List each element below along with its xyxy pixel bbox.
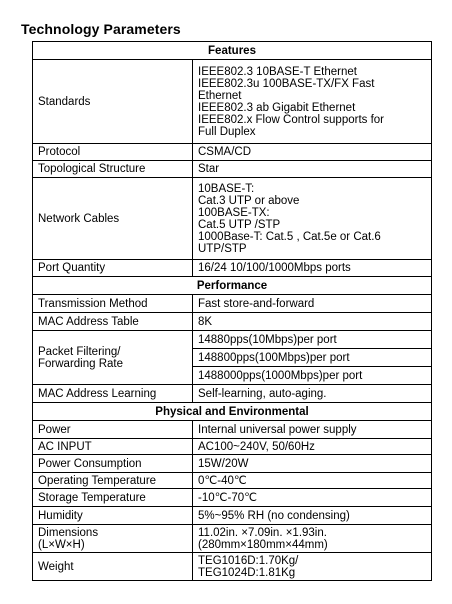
table-row-standards: [33, 60, 432, 144]
value-line: TEG1016D:1.70Kg/: [198, 554, 299, 567]
label-op-temp: Operating Temperature: [33, 473, 193, 489]
value-line: TEG1024D:1.81Kg: [198, 566, 296, 579]
value-line: Cat.3 UTP or above: [198, 194, 300, 207]
label-dimensions: [33, 525, 193, 553]
label-weight: Weight: [33, 553, 193, 581]
page-title: Technology Parameters: [21, 21, 181, 37]
value-weight: [193, 553, 432, 581]
value-ac-input: AC100~240V, 50/60Hz: [193, 439, 432, 455]
label-standards: Standards: [33, 60, 193, 144]
table-row-mac-learning: [33, 385, 432, 403]
label-line: (L×W×H): [38, 538, 85, 551]
value-mac-table: 8K: [193, 313, 432, 331]
value-line: IEEE802.x Flow Control supports for: [198, 113, 384, 126]
label-protocol: Protocol: [33, 144, 193, 161]
table-row-dimensions: [33, 525, 432, 553]
value-line: (280mm×180mm×44mm): [198, 538, 328, 551]
value-filtering-1000: 1488000pps(1000Mbps)per port: [193, 367, 432, 385]
table-row-protocol: [33, 144, 432, 161]
label-mac-learning: MAC Address Learning: [33, 385, 193, 403]
value-filtering-100: 148800pps(100Mbps)per port: [193, 349, 432, 367]
value-line: 1000Base-T: Cat.5 , Cat.5e or Cat.6: [198, 230, 381, 243]
value-op-temp: 0℃-40℃: [193, 473, 432, 489]
value-humidity: 5%~95% RH (no condensing): [193, 507, 432, 525]
label-storage-temp: Storage Temperature: [33, 489, 193, 507]
value-ports: 16/24 10/100/1000Mbps ports: [193, 260, 432, 277]
table-row-humidity: [33, 507, 432, 525]
section-header-row: [33, 42, 432, 60]
value-line: UTP/STP: [198, 242, 247, 255]
table-row-power: [33, 421, 432, 439]
value-line: IEEE802.3 10BASE-T Ethernet: [198, 65, 357, 78]
value-line: Full Duplex: [198, 125, 256, 138]
value-dimensions: [193, 525, 432, 553]
table-row-cables: [33, 178, 432, 260]
value-line: IEEE802.3 ab Gigabit Ethernet: [198, 101, 356, 114]
section-header-row: [33, 277, 432, 295]
label-line: Dimensions: [38, 526, 99, 539]
table-row-filtering: [33, 331, 432, 349]
table-row-ac-input: [33, 439, 432, 455]
section-performance: Performance: [33, 277, 432, 295]
technology-parameters-table: [32, 41, 432, 581]
label-transmission: Transmission Method: [33, 295, 193, 313]
label-cables: Network Cables: [33, 178, 193, 260]
value-line: IEEE802.3u 100BASE-TX/FX Fast: [198, 77, 375, 90]
value-line: 100BASE-TX:: [198, 206, 270, 219]
value-line: 11.02in. ×7.09in. ×1.93in.: [198, 526, 327, 539]
value-storage-temp: -10℃-70℃: [193, 489, 432, 507]
value-protocol: CSMA/CD: [193, 144, 432, 161]
label-line: Packet Filtering/: [38, 345, 121, 358]
table-row-ports: [33, 260, 432, 277]
label-power: Power: [33, 421, 193, 439]
section-physical: Physical and Environmental: [33, 403, 432, 421]
value-line: 10BASE-T:: [198, 182, 255, 195]
label-line: Forwarding Rate: [38, 357, 124, 370]
value-line: Ethernet: [198, 89, 242, 102]
label-mac-table: MAC Address Table: [33, 313, 193, 331]
label-filtering: [33, 331, 193, 385]
table-row-weight: [33, 553, 432, 581]
value-cables: [193, 178, 432, 260]
label-topology: Topological Structure: [33, 161, 193, 178]
table-row-op-temp: [33, 473, 432, 489]
value-mac-learning: Self-learning, auto-aging.: [193, 385, 432, 403]
value-line: Cat.5 UTP /STP: [198, 218, 281, 231]
section-header-row: [33, 403, 432, 421]
value-filtering-10: 14880pps(10Mbps)per port: [193, 331, 432, 349]
table-row-topology: [33, 161, 432, 178]
table-row-consumption: [33, 455, 432, 473]
label-humidity: Humidity: [33, 507, 193, 525]
section-features: Features: [33, 42, 432, 60]
table-row-storage-temp: [33, 489, 432, 507]
value-power: Internal universal power supply: [193, 421, 432, 439]
label-ac-input: AC INPUT: [33, 439, 193, 455]
value-standards: [193, 60, 432, 144]
table-row-mac-table: [33, 313, 432, 331]
label-consumption: Power Consumption: [33, 455, 193, 473]
value-topology: Star: [193, 161, 432, 178]
label-ports: Port Quantity: [33, 260, 193, 277]
table-row-transmission: [33, 295, 432, 313]
value-transmission: Fast store-and-forward: [193, 295, 432, 313]
value-consumption: 15W/20W: [193, 455, 432, 473]
